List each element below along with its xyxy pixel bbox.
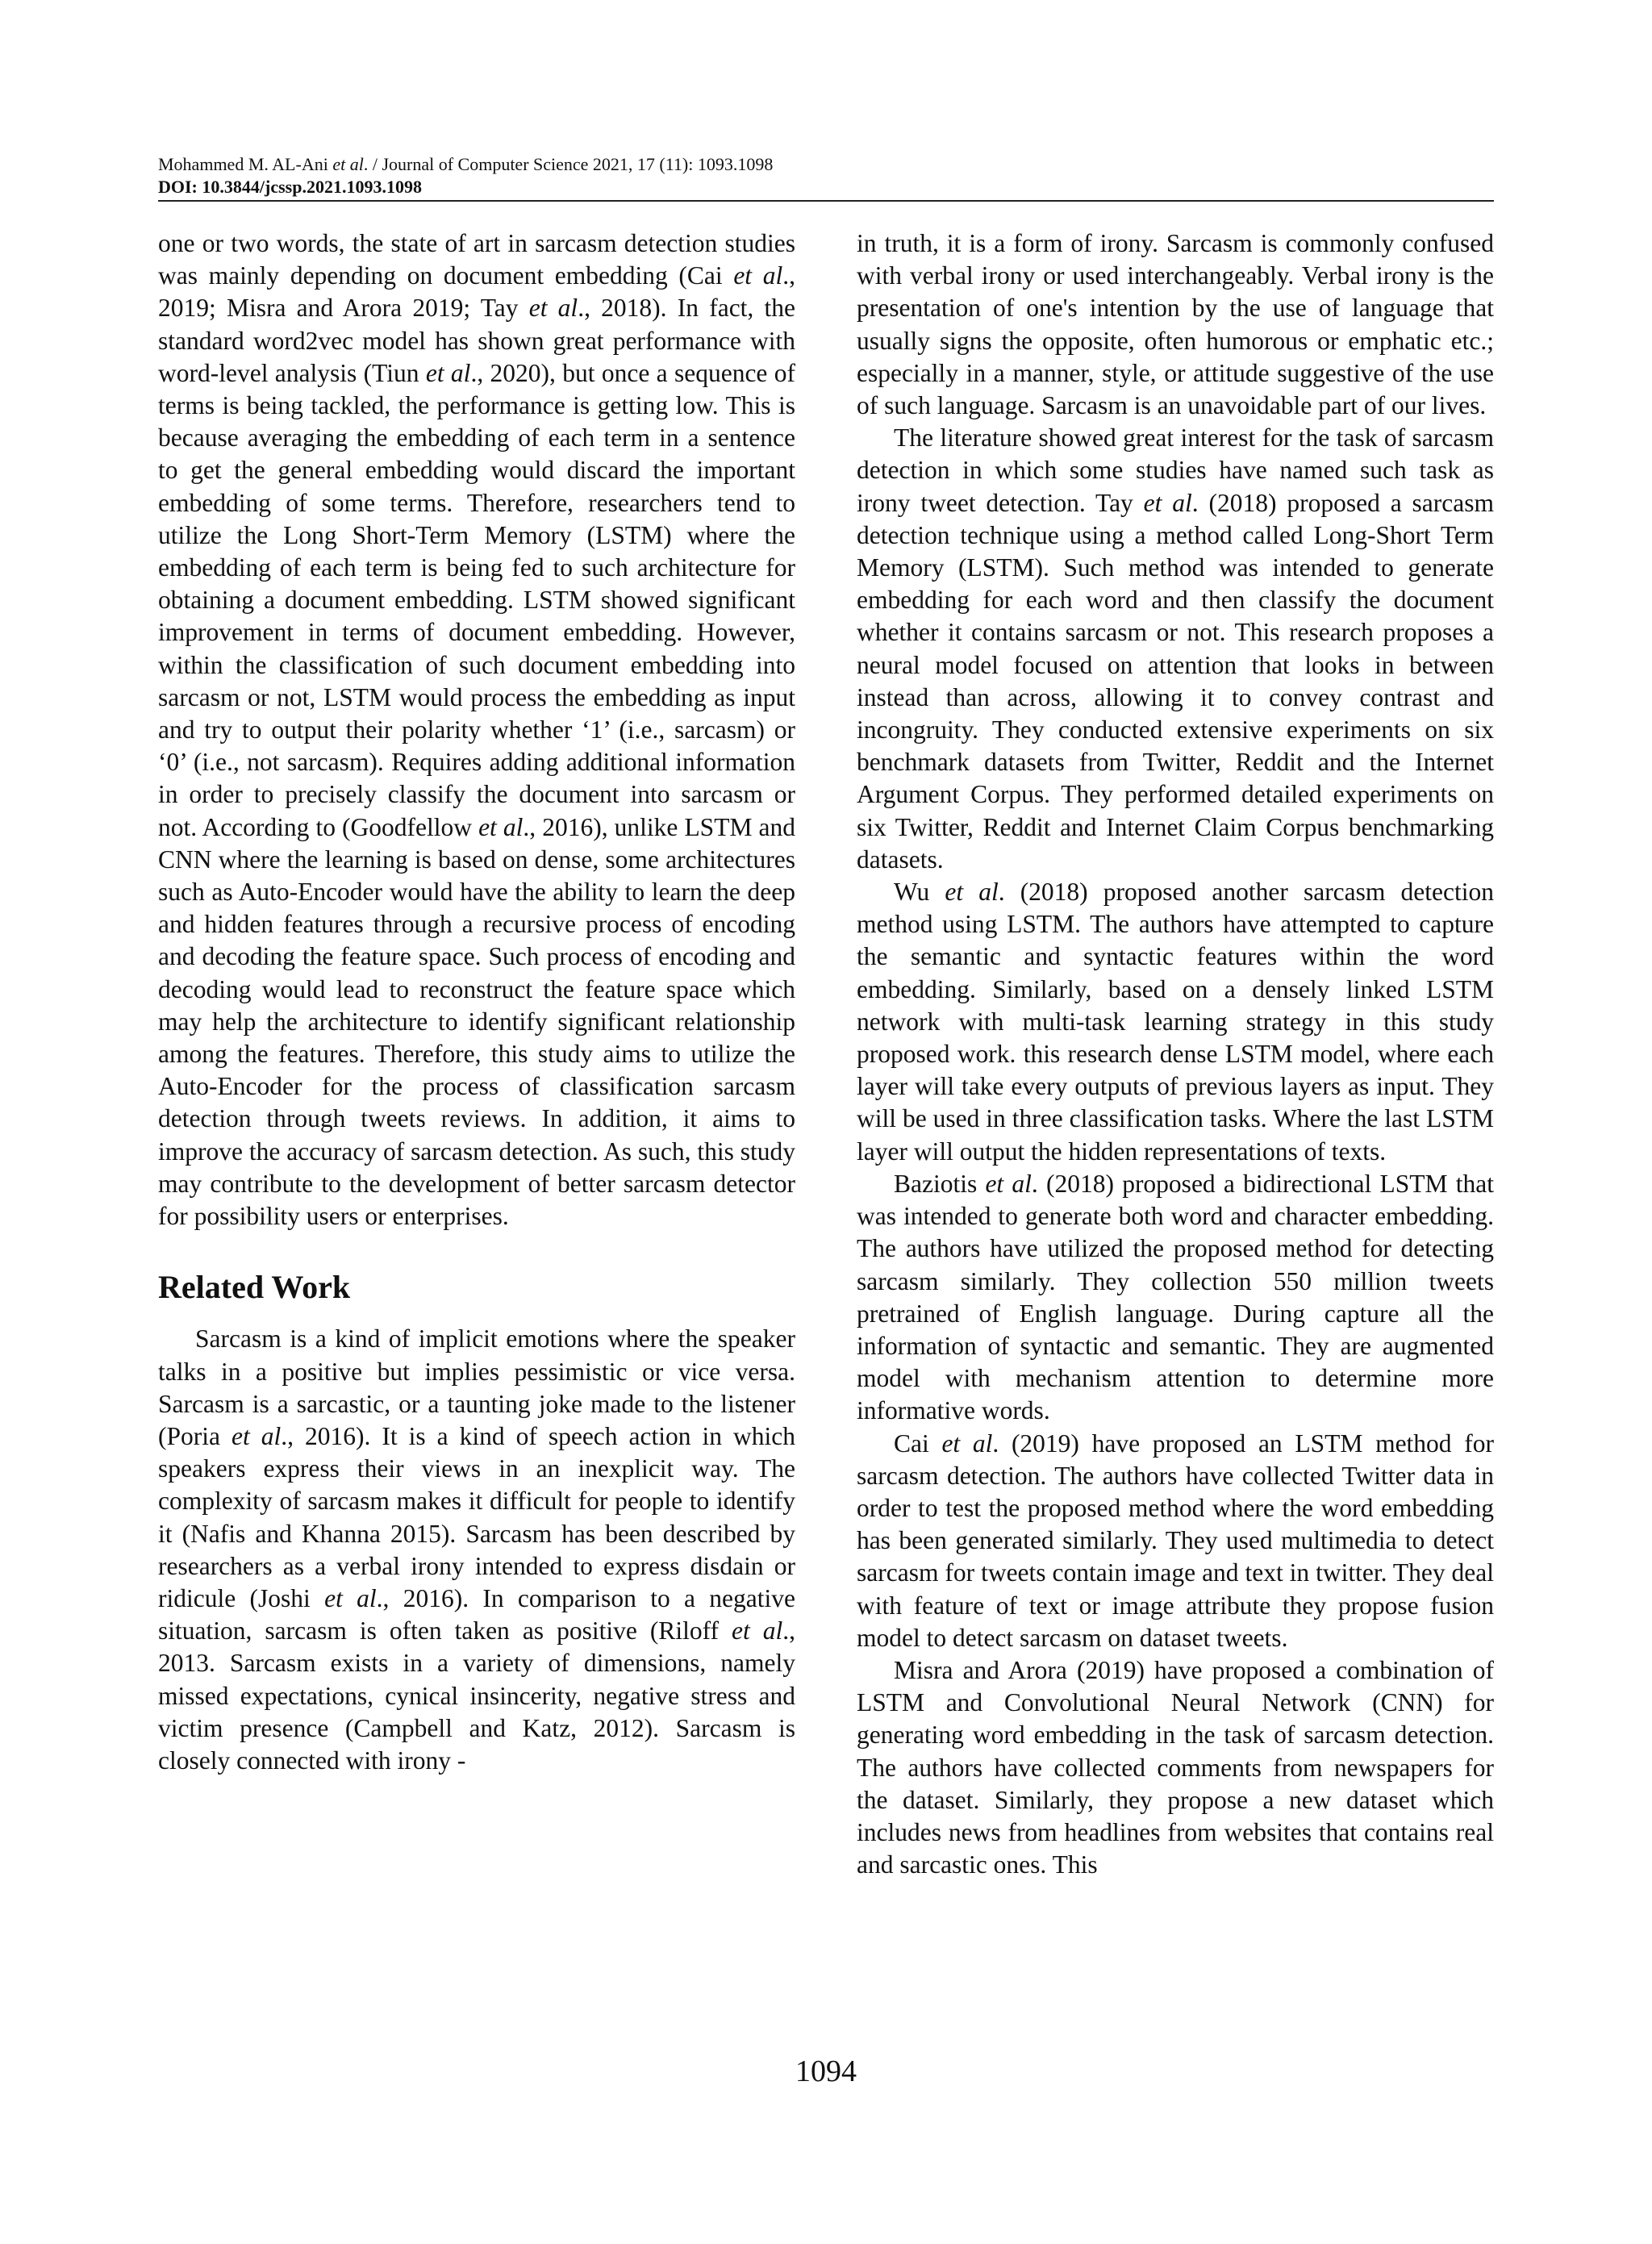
intro-paragraph: one or two words, the state of art in sarcasm detection studies was mainly depending on document embedding (Cai et al., 2019; Misra and Arora 2019; Tay et al., 2018). In fact, the standard word2vec model has shown great performance with word-level analysis (Tiun et al., 2020), but once a sequence of terms is being tackled, the performance is getting low. This is because averaging the embedding of each term in a sentence to get the general embedding would discard the important embedding of some terms. Therefore, researchers tend to utilize the Long Short-Term Memory (LSTM) where the embedding of each term is being fed to such architecture for obtaining a document embedding. LSTM showed significant improvement in terms of document embedding. However, within the classification of such document embedding into sarcasm or not, LSTM would process the embedding as input and try to output their polarity whether ‘1’ (i.e., sarcasm) or ‘0’ (i.e., not sarcasm). Requires adding additional information in order to precisely classify the document into sarcasm or not. According to (Goodfellow et al., 2016), unlike LSTM and CNN where the learning is based on dense, some architectures such as Auto-Encoder would have the ability to learn the deep and hidden features through a recursive process of encoding and decoding the feature space. Such process of encoding and decoding would lead to reconstruct the feature space which may help the architecture to identify significant relationship among the features. Therefore, this study aims to utilize the Auto-Encoder for the process of classification sarcasm detection through tweets reviews. In addition, it aims to improve the accuracy of sarcasm detection. As such, this study may contribute to the development of better sarcasm detector for possibility users or enterprises. (158, 229, 796, 1231)
citation-line: Mohammed M. AL-Ani et al. / Journal of Computer Science 2021, 17 (11): 1093.1098 (158, 154, 774, 174)
doi-line: DOI: 10.3844/jcssp.2021.1093.1098 (158, 177, 422, 197)
paragraph-cai: Cai et al. (2019) have proposed an LSTM method for sarcasm detection. The authors have collected Twitter data in order to test the proposed method where the word embedding has been generated similarly. They used multimedia to detect sarcasm for tweets contain image and text in twitter. They deal with feature of text or image attribute they propose fusion model to detect sarcasm on dataset tweets. (857, 1429, 1494, 1652)
section-heading-related-work: Related Work (158, 1269, 351, 1306)
page-number: 1094 (795, 2054, 857, 2088)
paragraph-wu: Wu et al. (2018) proposed another sarcasm detection method using LSTM. The authors have attempted to capture the semantic and syntactic features within the word embedding. Similarly, based on a densely linked LSTM network with multi-task learning strategy in this study proposed work. this research dense LSTM model, where each layer will take every outputs of previous layers as input. They will be used in three classification tasks. Where the last LSTM layer will output the hidden representations of texts. (857, 878, 1494, 1166)
paragraph-tay: The literature showed great interest for the task of sarcasm detection in which some studies have named such task as irony tweet detection. Tay et al. (2018) proposed a sarcasm detection technique using a method called Long-Short Term Memory (LSTM). Such method was intended to generate embedding for each word and then classify the document whether it contains sarcasm or not. This research proposes a neural model focused on attention that looks in between instead than across, allowing it to convey contrast and incongruity. They conducted extensive experiments on six benchmark datasets from Twitter, Reddit and the Internet Argument Corpus. They performed detailed experiments on six Twitter, Reddit and Internet Claim Corpus benchmarking datasets. (857, 423, 1494, 874)
paragraph-irony: in truth, it is a form of irony. Sarcasm is commonly confused with verbal irony or used interchangeably. Verbal irony is the presentation of one's intention by the use of language that usually signs the opposite, often humorous or emphatic etc.; especially in a manner, style, or attitude suggestive of the use of such language. Sarcasm is an unavoidable part of our lives. (857, 229, 1494, 420)
related-work-paragraph: Sarcasm is a kind of implicit emotions where the speaker talks in a positive but implies pessimistic or vice versa. Sarcasm is a sarcastic, or a taunting joke made to the listener (Poria et al., 2016). It is a kind of speech action in which speakers express their views in an inexplicit way. The complexity of sarcasm makes it difficult for people to identify it (Nafis and Khanna 2015). Sarcasm has been described by researchers as a verbal irony intended to express disdain or ridicule (Joshi et al., 2016). In comparison to a negative situation, sarcasm is often taken as positive (Riloff et al., 2013. Sarcasm exists in a variety of dimensions, namely missed expectations, cynical insincerity, negative stress and victim presence (Campbell and Katz, 2012). Sarcasm is closely connected with irony - (158, 1324, 795, 1775)
running-header (158, 153, 1494, 198)
paragraph-misra: Misra and Arora (2019) have proposed a combination of LSTM and Convolutional Neural Network (CNN) for generating word embedding in the task of sarcasm detection. The authors have collected comments from newspapers for the dataset. Similarly, they propose a new dataset which includes news from headlines from websites that contains real and sarcastic ones. This (857, 1655, 1494, 1879)
right-column (857, 227, 1494, 1881)
paragraph-baziotis: Baziotis et al. (2018) proposed a bidirectional LSTM that was intended to generate both word and character embedding. The authors have utilized the proposed method for detecting sarcasm similarly. They collection 550 million tweets pretrained of English language. During capture all the information of syntactic and semantic. They are augmented model with mechanism attention to determine more informative words. (857, 1169, 1494, 1425)
left-column (158, 227, 795, 1777)
header-divider (158, 200, 1494, 202)
